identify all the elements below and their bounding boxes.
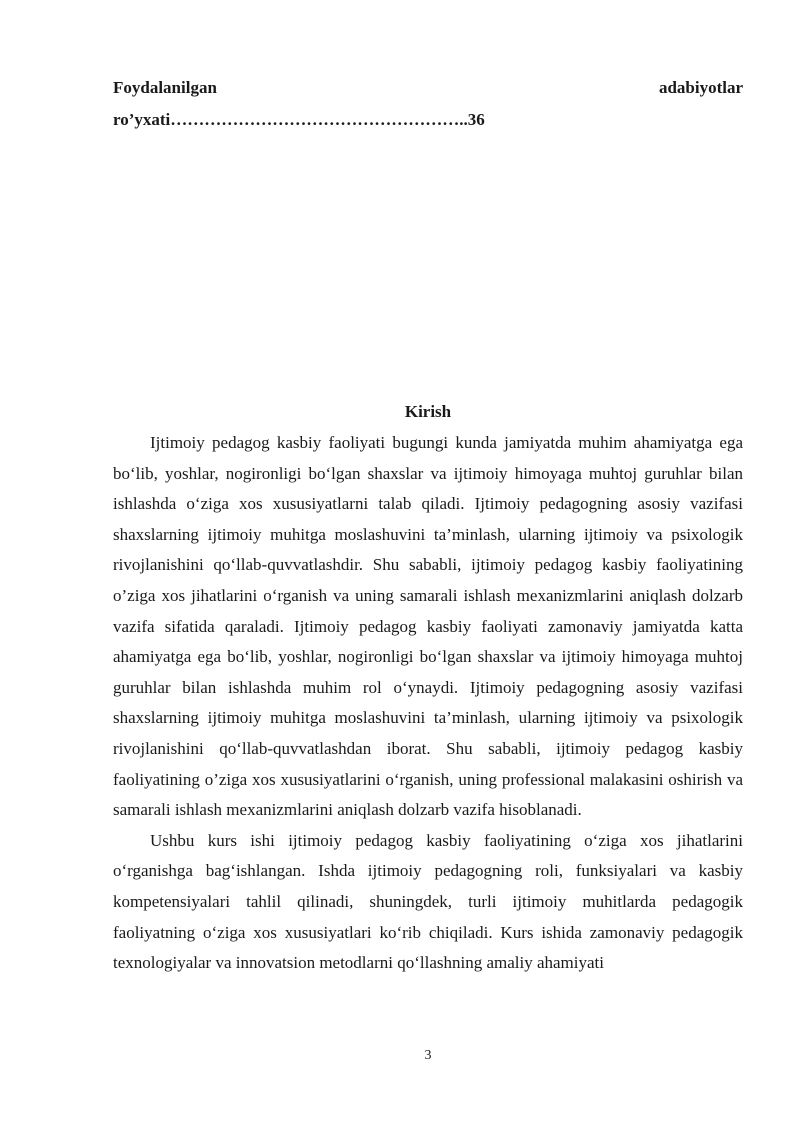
section-body [113,428,743,979]
toc-entry [113,77,743,99]
toc-entry-word-left: Foydalanilgan [113,78,217,97]
toc-entry-word-right: adabiyotlar [658,78,743,97]
paragraph: Ushbu kurs ishi ijtimoiy pedagog kasbiy faoliyatining o‘ziga xos jihatlarini o‘rganishga bag‘ishlangan. Ishda ijtimoiy pedagogning roli, funksiyalari va kasbiy kompetensiyalari tahlil qilinadi, shuningdek, turli ijtimoiy muhitlarda pedagogik faoliyatning o‘ziga xos xususiyatlari ko‘rib chiqiladi. Kurs ishida zamonaviy pedagogik texnologiyalar va innovatsion metodlarni qo‘llashning amaliy ahamiyati [113,830,743,973]
paragraph: Ijtimoiy pedagog kasbiy faoliyati bugungi kunda jamiyatda muhim ahamiyatga ega bo‘lib, yoshlar, nogironligi bo‘lgan shaxslar va ijtimoiy himoyaga muhtoj guruhlar bilan ishlashda o‘ziga xos xususiyatlarni talab qiladi. Ijtimoiy pedagogning asosiy vazifasi shaxslarning ijtimoiy muhitga moslashuvini ta’minlash, ularning ijtimoiy va psixologik rivojlanishini qo‘llab-quvvatlashdir. Shu sababli, ijtimoiy pedagog kasbiy faoliyatining o’ziga xos jihatlarini o‘rganish va uning samarali ishlash mexanizmlarini aniqlash dolzarb vazifa sifatida qaraladi. Ijtimoiy pedagog kasbiy faoliyati zamonaviy jamiyatda katta ahamiyatga ega bo‘lib, yoshlar, nogironligi bo‘lgan shaxslar va ijtimoiy himoyaga muhtoj guruhlar bilan ishlashda muhim rol o‘ynaydi. Ijtimoiy pedagogning asosiy vazifasi shaxslarning ijtimoiy muhitga moslashuvini ta’minlash, ularning ijtimoiy va psixologik rivojlanishini qo‘llab-quvvatlashdan iborat. Shu sababli, ijtimoiy pedagog kasbiy faoliyatining o’ziga xos xususiyatlarini o‘rganish, uning professional malakasini oshirish va samarali ishlash mexanizmlarini aniqlash dolzarb vazifa hisoblanadi. [113,433,743,820]
section-heading: Kirish [404,402,452,421]
page-number: 3 [424,1048,432,1063]
toc-entry-continuation: ro’yxati……………………………………………..36 [113,110,485,129]
